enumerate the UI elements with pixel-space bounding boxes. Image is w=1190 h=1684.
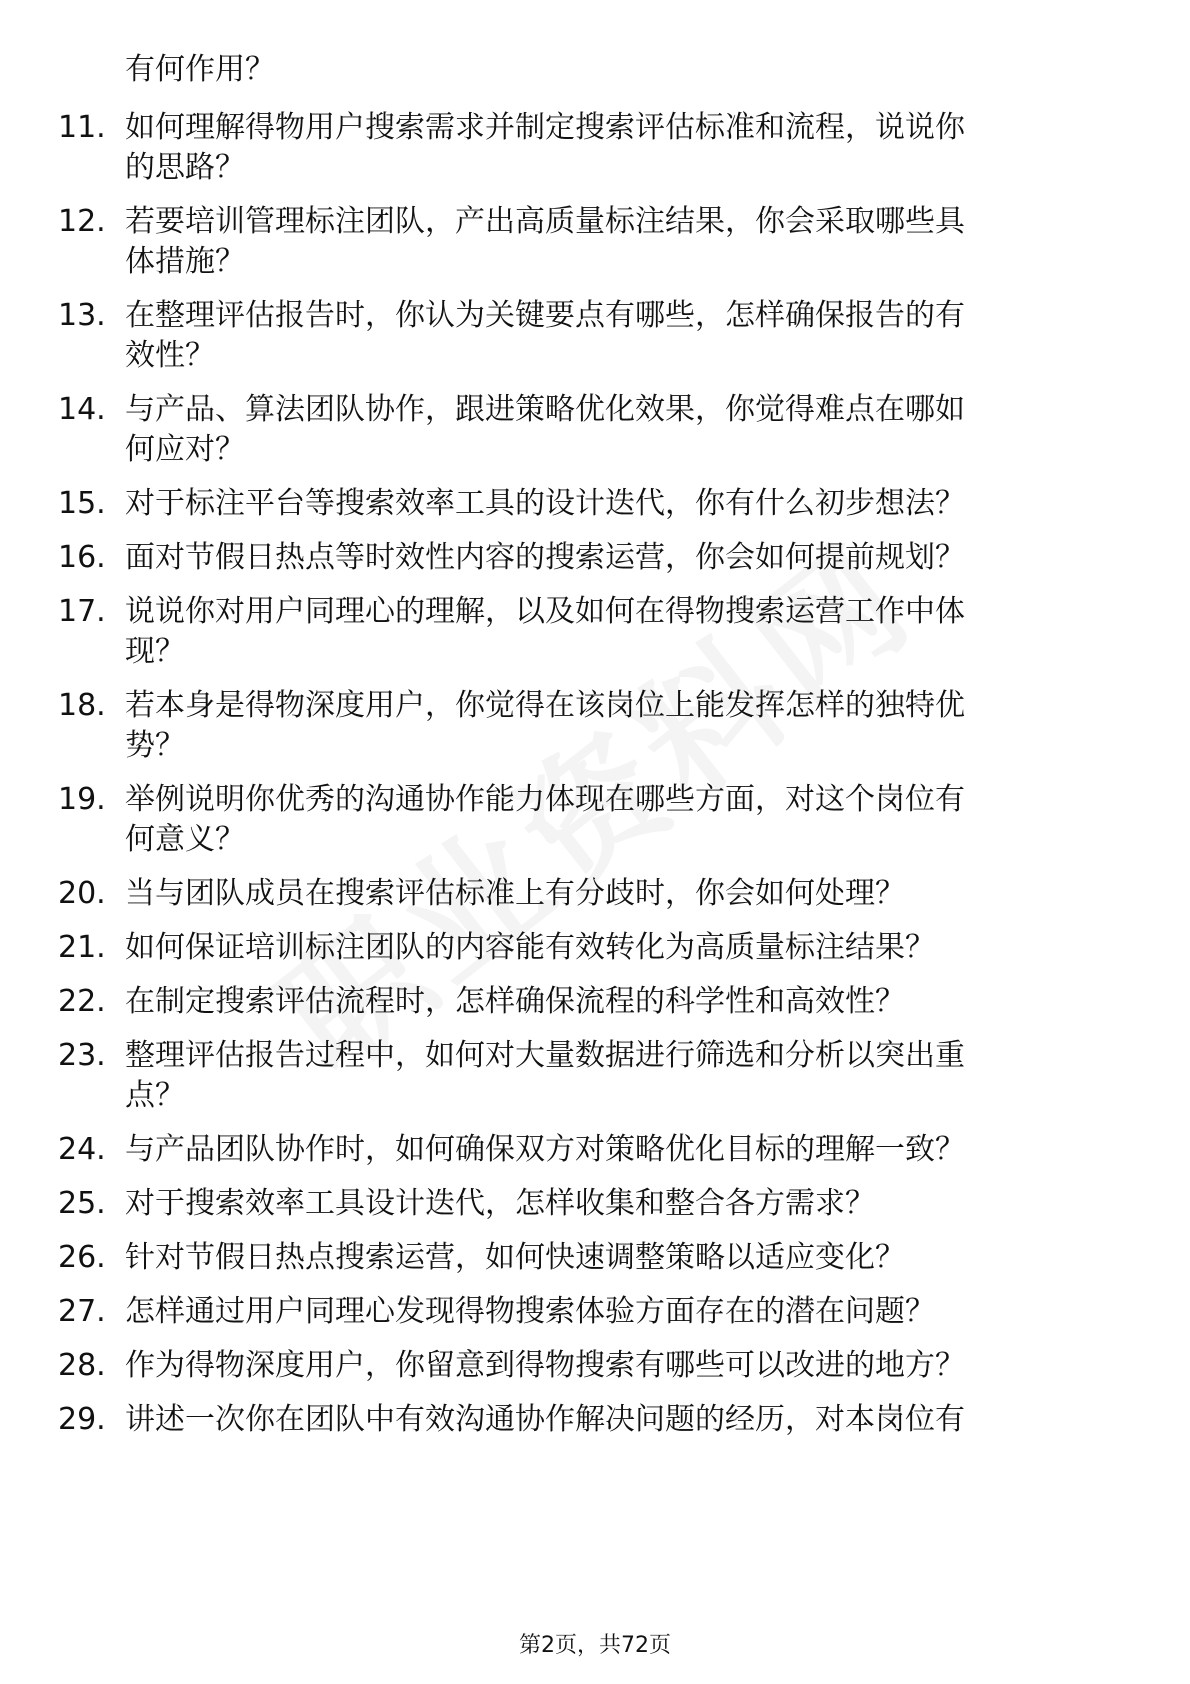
question-text: 若本身是得物深度用户，你觉得在该岗位上能发挥怎样的独特优 势？	[125, 688, 965, 763]
question-number: 28.	[58, 1348, 106, 1383]
question-number: 19.	[58, 782, 106, 817]
question-text: 当与团队成员在搜索评估标准上有分歧时，你会如何处理？	[125, 876, 905, 911]
continuation-text: 有何作用？	[125, 52, 275, 87]
question-text: 作为得物深度用户，你留意到得物搜索有哪些可以改进的地方？	[125, 1348, 965, 1383]
question-text: 面对节假日热点等时效性内容的搜索运营，你会如何提前规划？	[125, 540, 965, 575]
question-text: 若要培训管理标注团队，产出高质量标注结果，你会采取哪些具 体措施？	[125, 204, 965, 279]
question-text: 对于标注平台等搜索效率工具的设计迭代，你有什么初步想法？	[125, 486, 965, 521]
question-text: 举例说明你优秀的沟通协作能力体现在哪些方面，对这个岗位有 何意义？	[125, 782, 965, 857]
question-number: 27.	[58, 1294, 106, 1329]
question-number: 11.	[58, 110, 106, 145]
question-number: 18.	[58, 688, 106, 723]
question-text: 与产品、算法团队协作，跟进策略优化效果，你觉得难点在哪如 何应对？	[125, 392, 965, 467]
page-footer: 第2页，共72页	[519, 1633, 671, 1658]
question-number: 13.	[58, 298, 106, 333]
question-text: 说说你对用户同理心的理解，以及如何在得物搜索运营工作中体 现？	[125, 594, 965, 669]
question-text: 怎样通过用户同理心发现得物搜索体验方面存在的潜在问题？	[125, 1294, 935, 1329]
question-number: 25.	[58, 1186, 106, 1221]
question-text: 如何理解得物用户搜索需求并制定搜索评估标准和流程，说说你 的思路？	[125, 110, 965, 185]
question-text: 在制定搜索评估流程时，怎样确保流程的科学性和高效性？	[125, 984, 905, 1019]
question-number: 12.	[58, 204, 106, 239]
question-text: 对于搜索效率工具设计迭代，怎样收集和整合各方需求？	[125, 1186, 875, 1221]
question-number: 14.	[58, 392, 106, 427]
question-number: 29.	[58, 1402, 106, 1437]
question-number: 24.	[58, 1132, 106, 1167]
question-number: 21.	[58, 930, 106, 965]
question-text: 如何保证培训标注团队的内容能有效转化为高质量标注结果？	[125, 930, 935, 965]
question-number: 23.	[58, 1038, 106, 1073]
question-text: 与产品团队协作时，如何确保双方对策略优化目标的理解一致？	[125, 1132, 965, 1167]
question-number: 16.	[58, 540, 106, 575]
question-text: 整理评估报告过程中，如何对大量数据进行筛选和分析以突出重 点？	[125, 1038, 965, 1113]
question-number: 17.	[58, 594, 106, 629]
question-number: 26.	[58, 1240, 106, 1275]
question-number: 20.	[58, 876, 106, 911]
question-text: 讲述一次你在团队中有效沟通协作解决问题的经历，对本岗位有	[125, 1402, 965, 1437]
question-text: 针对节假日热点搜索运营，如何快速调整策略以适应变化？	[125, 1240, 905, 1275]
question-number: 15.	[58, 486, 106, 521]
question-text: 在整理评估报告时，你认为关键要点有哪些，怎样确保报告的有 效性？	[125, 298, 965, 373]
question-number: 22.	[58, 984, 106, 1019]
